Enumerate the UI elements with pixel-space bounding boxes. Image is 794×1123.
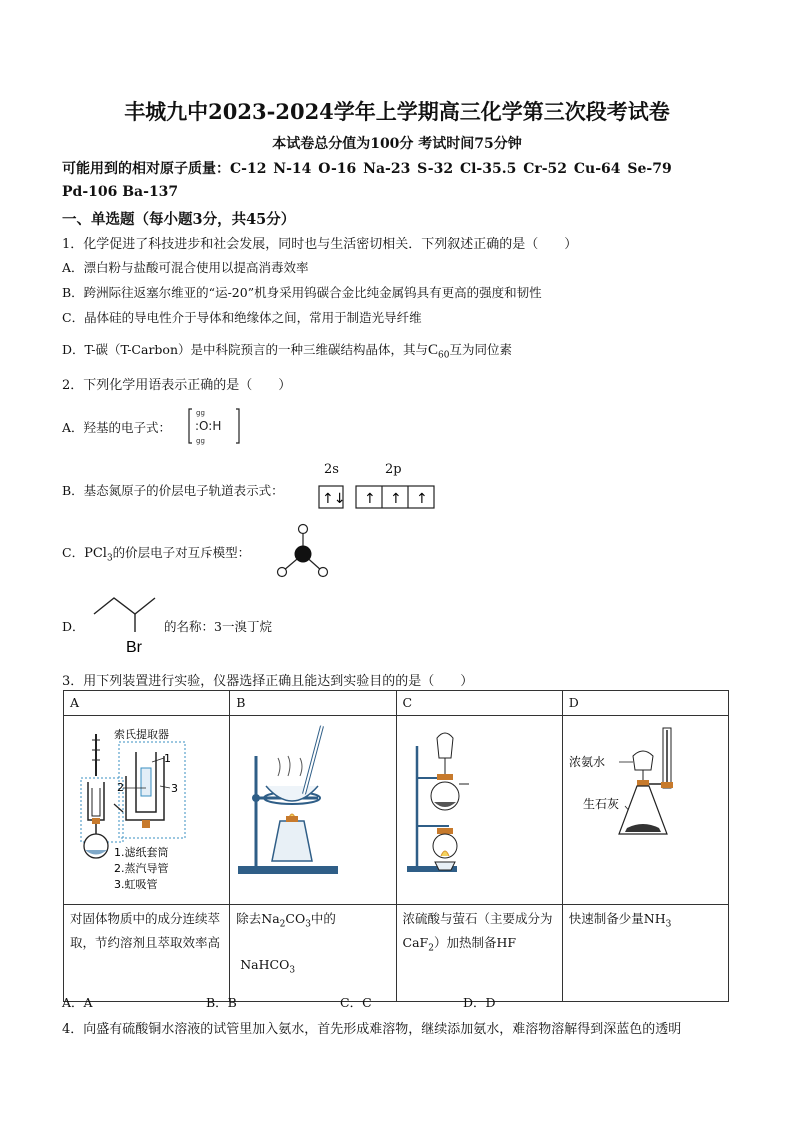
svg-text:1: 1 [164,752,171,765]
svg-text:3.虹吸管: 3.虹吸管 [114,878,158,891]
q4-stem: 4．向盛有硫酸铜水溶液的试管里加入氨水，首先形成难溶物，继续添加氨水，难溶物溶解得到深蓝色的透明 [62,1022,682,1037]
hydroxyl-electron-formula [186,406,242,446]
evaporation-diagram [230,716,395,896]
exam-info: 本试卷总分值为100分 考试时间75分钟 [272,136,522,152]
svg-text:浓氨水: 浓氨水 [568,755,605,769]
q1-option-d: D．T-碳（T-Carbon）是中科院预言的一种三维碳结构晶体，其与$C_{60}$互为同位素 [62,342,512,361]
q1-stem: 1．化学促进了科技进步和社会发展，同时也与生活密切相关．下列叙述正确的是（ ） [62,237,578,252]
svg-text:生石灰: 生石灰 [582,797,619,811]
q3-answer-a: A．A [62,995,93,1010]
apparatus-a-cell [64,716,230,905]
svg-text:gg: gg [196,437,205,445]
orbital-label-2p: 2p [385,462,402,477]
soxhlet-extractor-diagram [64,716,229,896]
experiment-table [63,690,729,1002]
q2-stem: 2．下列化学用语表示正确的是（ ） [62,378,292,393]
apparatus-c-cell [396,716,562,905]
q3-stem: 3．用下列装置进行实验，仪器选择正确且能达到实验目的的是（ ） [62,674,474,689]
q1-option-a: A．漂白粉与盐酸可混合使用以提高消毒效率 [62,260,309,275]
desc-a: 对固体物质中的成分连续萃取，节约溶剂且萃取效率高 [64,905,230,1002]
bromobutane-skeletal [92,592,162,654]
orbital-label-2s: 2s [324,462,339,477]
q3-answer-b: B．B [206,995,237,1010]
svg-text:2.蒸汽导管: 2.蒸汽导管 [114,862,169,875]
orbital-diagram [318,484,436,512]
svg-text:索氏提取器: 索氏提取器 [114,728,169,741]
table-header-c: C [396,691,562,716]
table-header-d: D [562,691,728,716]
section-title: 一、单选题（每小题3分，共45分） [62,211,296,228]
ammonia-generation-diagram [563,716,728,896]
desc-b: 除去$Na_2CO_3$中的 NaHCO$_3$ [230,905,396,1002]
svg-text:Br: Br [126,639,142,654]
atomic-masses-line1: 可能用到的相对原子质量：C-12 N-14 O-16 Na-23 S-32 Cl-35.5 Cr-52 Cu-64 Se-79 [62,161,672,177]
orbital-2p-box-3: ↑ [416,491,428,507]
svg-text:1.滤纸套筒: 1.滤纸套筒 [114,846,169,859]
vsepr-model [274,522,330,580]
svg-text::O:H: :O:H [195,419,222,433]
orbital-2p-box-2: ↑ [390,491,402,507]
q3-answer-c: C．C [340,995,372,1010]
desc-d: 快速制备少量$NH_3$ [562,905,728,1002]
svg-text:2: 2 [117,781,124,794]
svg-text:3: 3 [171,782,178,795]
q1-option-b: B．跨洲际往返塞尔维亚的“运-20”机身采用钨碳合金比纯金属钨具有更高的强度和韧性 [62,285,542,300]
q2-option-a-label: A．羟基的电子式： [62,420,172,435]
q2-option-c: C．PCl$_3$的价层电子对互斥模型： [62,545,251,564]
q2-option-b-label: B．基态氮原子的价层电子轨道表示式： [62,483,284,498]
atomic-masses-line2: Pd-106 Ba-137 [62,184,179,200]
q1-option-c: C．晶体硅的导电性介于导体和绝缘体之间，常用于制造光导纤维 [62,310,422,325]
q2-option-d-text: 的名称：3一溴丁烷 [164,619,272,634]
q3-answer-d: D．D [463,995,496,1010]
svg-text:gg: gg [196,409,205,417]
orbital-2s-box: ↑↓ [322,491,346,507]
apparatus-b-cell [230,716,396,905]
q2-option-d-label: D． [62,619,85,634]
desc-c: 浓硫酸与萤石（主要成分为CaF$_2$）加热制备HF [396,905,562,1002]
orbital-2p-box-1: ↑ [364,491,376,507]
apparatus-d-cell [562,716,728,905]
page-title: 丰城九中2023-2024学年上学期高三化学第三次段考试卷 [124,99,670,124]
hf-generation-diagram [397,716,562,896]
table-header-a: A [64,691,230,716]
table-header-b: B [230,691,396,716]
